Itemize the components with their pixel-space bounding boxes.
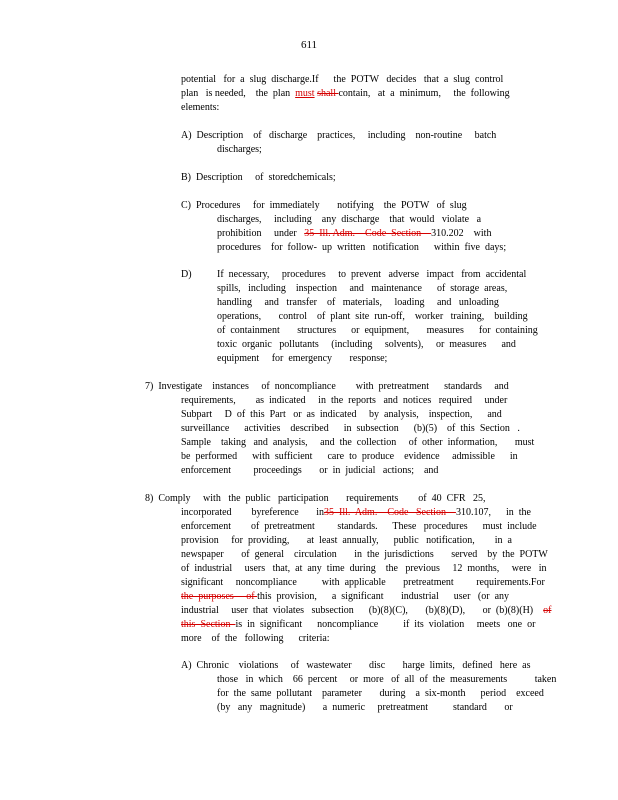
text-line xyxy=(217,227,491,241)
text-line: for the same pollutant parameter during a six-month period exceed xyxy=(217,688,544,699)
deleted-text: this Section xyxy=(181,619,236,630)
text-line: discharges, including any discharge that would violate a xyxy=(217,214,482,225)
text-line xyxy=(181,618,535,632)
text-line: C) Procedures for immediately notifying the POTW of slug xyxy=(181,200,467,211)
text-line: 7) Investigate instances of noncompliance with pretreatment standards and xyxy=(145,381,509,392)
text-line: A) Description of discharge practices, including non-routine batch xyxy=(181,130,497,141)
text-line: of containment structures or equipment, measures for containing xyxy=(217,325,538,336)
text-line xyxy=(181,590,509,604)
text-line: enforcement proceedings or in judicial actions; and xyxy=(181,465,439,476)
text-span: 310.107, in the xyxy=(455,507,531,518)
text-line: Subpart D of this Part or as indicated by analysis, inspection, and xyxy=(181,409,502,420)
page-number: 611 xyxy=(300,39,318,51)
text-line: of industrial users that, at any time during the previous 12 months, were in xyxy=(181,563,547,574)
text-line: B) Description of storedchemicals; xyxy=(181,172,336,183)
text-line: be performed with sufficient care to produce evidence admissible in xyxy=(181,451,518,462)
text-line xyxy=(181,87,510,101)
text-line: operations, control of plant site run-off, worker training, building xyxy=(217,311,528,322)
text-line: spills, including inspection and maintenance of storage areas, xyxy=(217,283,508,294)
text-line: requirements, as indicated in the reports and notices required under xyxy=(181,395,508,406)
text-line: A) Chronic violations of wastewater disc harge limits, defined here as xyxy=(181,660,531,671)
text-line: equipment for emergency response; xyxy=(217,353,388,364)
text-line: provision for providing, at least annually, public notification, in a xyxy=(181,535,512,546)
text-line: significant noncompliance with applicable pretreatment requirements.For xyxy=(181,577,545,588)
text-line: surveillance activities described in subsection (b)(5) of this Section . xyxy=(181,423,520,434)
text-line: those in which 66 percent or more of all of the measurements taken xyxy=(217,674,557,685)
text-line: newspaper of general circulation in the jurisdictions served by the POTW xyxy=(181,549,548,560)
deleted-text: 35 Ill. Adm. Code Section xyxy=(304,228,432,239)
text-line: discharges; xyxy=(217,144,262,155)
text-span: industrial user that violates subsection (b)(8)(C), (b)(8)(D), or (b)(8)(H) xyxy=(181,605,544,616)
deleted-text: shall xyxy=(317,88,339,99)
text-line xyxy=(181,506,531,520)
text-line: toxic organic pollutants (including solvents), or measures and xyxy=(217,339,516,350)
text-line: procedures for follow- up written notification within five days; xyxy=(217,242,507,253)
text-line: (by any magnitude) a numeric pretreatment standard or xyxy=(217,702,513,713)
text-line: handling and transfer of materials, loading and unloading xyxy=(217,297,499,308)
text-line xyxy=(181,604,551,618)
deleted-text: of xyxy=(543,605,552,616)
text-line: enforcement of pretreatment standards. These procedures must include xyxy=(181,521,537,532)
text-line: 8) Comply with the public participation requirements of 40 CFR 25, xyxy=(145,493,486,504)
text-span: prohibition under xyxy=(217,228,305,239)
inserted-text: must xyxy=(295,88,315,99)
text-span: incorporated byreference in xyxy=(181,507,324,518)
text-line: Sample taking and analysis, and the collection of other information, must xyxy=(181,437,535,448)
text-span: is in significant noncompliance if its violation meets one or xyxy=(235,619,536,630)
text-span: this provision, a significant industrial user (or any xyxy=(257,591,510,602)
text-span: 310.202 with xyxy=(431,228,492,239)
text-span: contain, at a minimum, the following xyxy=(338,88,510,99)
deleted-text: 35 Ill. Adm. Code Section xyxy=(324,507,456,518)
item-label: D) xyxy=(181,269,192,280)
text-span: plan is needed, the plan xyxy=(181,88,296,99)
text-line: potential for a slug discharge.If the POTW decides that a slug control xyxy=(181,74,504,85)
text-line: elements: xyxy=(181,102,220,113)
text-line: more of the following criteria: xyxy=(181,633,330,644)
text-line: If necessary, procedures to prevent adverse impact from accidental xyxy=(217,269,527,280)
deleted-text: the purposes of xyxy=(181,591,258,602)
